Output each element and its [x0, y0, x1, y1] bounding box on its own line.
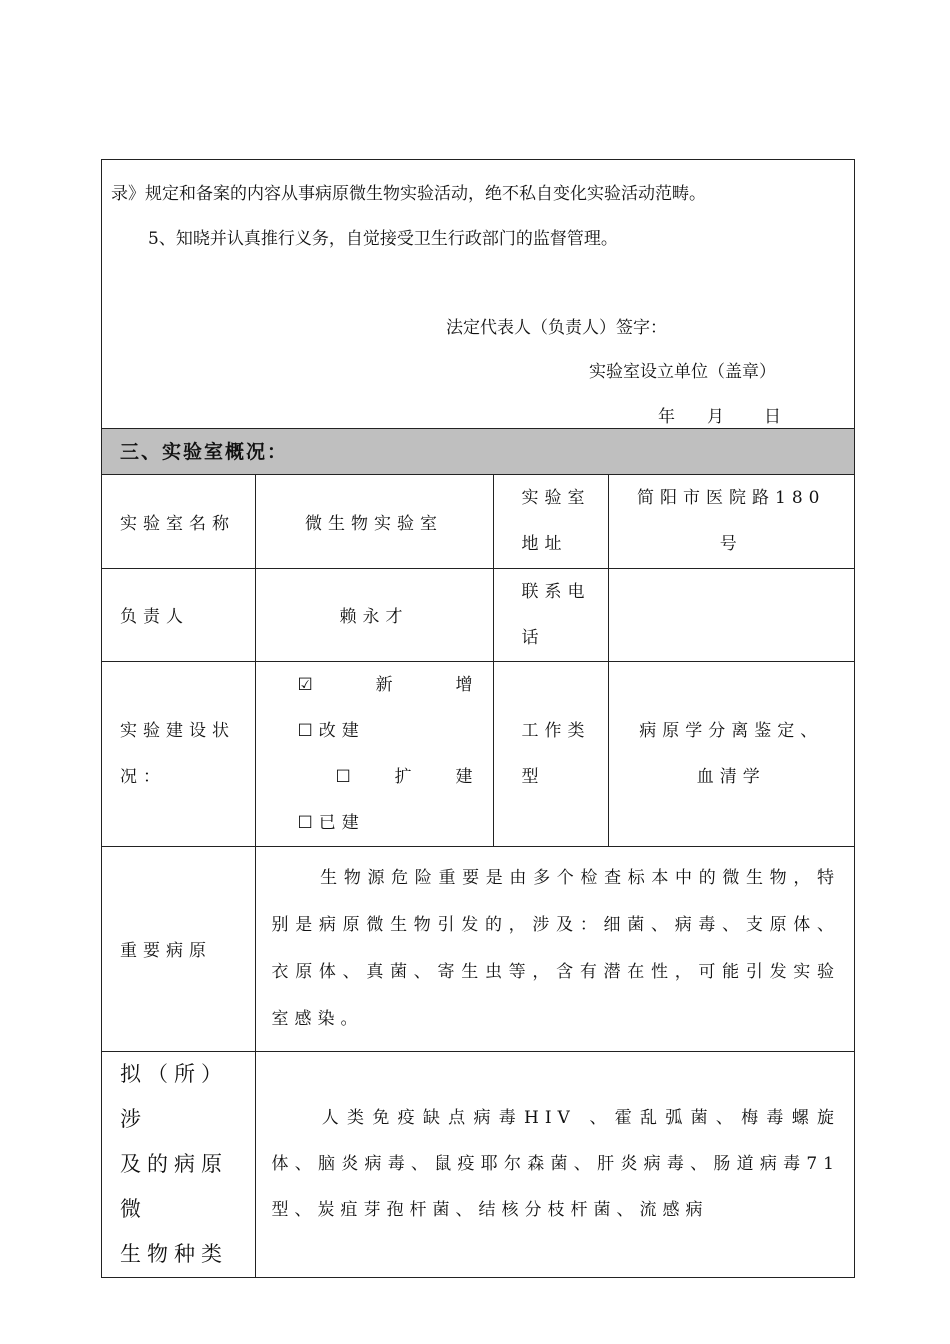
- species-label-line3: 生物种类: [120, 1241, 228, 1266]
- pathogen-description: 生物源危险重要是由多个检查标本中的微生物，特别是病原微生物引发的，涉及：细菌、病毒、支原体、衣原体、真菌、寄生虫等，含有潜在性，可能引发实验室感染。: [255, 846, 854, 1051]
- commitment-line-1: 录》规定和备案的内容从事病原微生物实验活动，绝不私自变化实验活动范畴。: [111, 184, 706, 204]
- unchecked-box-icon: ☐: [335, 766, 357, 787]
- lab-address-value-line1: 简阳市医院路180: [637, 488, 826, 509]
- phone-value: [608, 568, 854, 661]
- build-status-label-line2: 况：: [120, 766, 166, 787]
- species-label-line2: 及的病原微: [120, 1151, 228, 1221]
- lab-address-value: [608, 475, 854, 568]
- work-type-value: [608, 661, 854, 846]
- option-expand[interactable]: ☐ 扩 建: [256, 754, 493, 800]
- species-description: 人类免疫缺点病毒HIV 、霍乱弧菌、梅毒螺旋体、脑炎病毒、鼠疫耶尔森菌、肝炎病毒、肠道病毒71型、炭疽芽孢杆菌、结核分枝杆菌、流感病: [255, 1051, 854, 1277]
- seal-label: 实验室设立单位（盖章）: [589, 362, 776, 382]
- lab-name-value: 微生物实验室: [255, 475, 493, 568]
- work-type-value-line2: 血清学: [696, 766, 766, 787]
- leader-value: 赖永才: [255, 568, 493, 661]
- date-day: 日: [764, 407, 781, 427]
- commitment-line-2: 5、知晓并认真推行义务，自觉接受卫生行政部门的监督管理。: [148, 229, 618, 249]
- species-label-line1: 拟（所）涉: [120, 1061, 228, 1131]
- pathogen-label: 重要病原: [102, 846, 255, 1051]
- species-label: [102, 1051, 255, 1277]
- build-status-label: [102, 661, 255, 846]
- lab-address-value-line2: 号: [719, 534, 743, 555]
- phone-label-line2: 话: [521, 627, 545, 648]
- signature-label: 法定代表人（负责人）签字：: [446, 318, 667, 338]
- option-built[interactable]: ☐已建: [297, 812, 365, 833]
- lab-address-label-line1: 实验室: [521, 488, 591, 509]
- phone-label: [493, 568, 608, 661]
- work-type-value-line1: 病原学分离鉴定、: [639, 720, 824, 741]
- lab-address-label-line2: 地址: [521, 534, 568, 555]
- date-month: 月: [707, 407, 724, 427]
- work-type-label-line1: 工作类: [521, 720, 591, 741]
- lab-address-label: [493, 475, 608, 568]
- option-new[interactable]: ☑ 新 增: [256, 662, 493, 708]
- lab-name-label: 实验室名称: [102, 475, 255, 568]
- application-form-frame: [101, 159, 855, 1278]
- work-type-label-line2: 型: [521, 766, 545, 787]
- section-title: 三、实验室概况：: [102, 429, 854, 475]
- leader-label: 负责人: [102, 568, 255, 661]
- table-row: [102, 846, 854, 1051]
- date-year: 年: [658, 407, 675, 427]
- checked-box-icon: ☑: [297, 674, 319, 695]
- work-type-label: [493, 661, 608, 846]
- table-row: [102, 661, 854, 846]
- table-row: [102, 475, 854, 568]
- build-status-options: [255, 661, 493, 846]
- build-status-label-line1: 实验建设状: [120, 720, 235, 741]
- phone-label-line1: 联系电: [521, 581, 591, 602]
- date-line: [658, 402, 781, 427]
- lab-overview-table: [102, 475, 854, 1277]
- table-row: [102, 568, 854, 661]
- commitment-section: [102, 160, 854, 429]
- table-row: [102, 1051, 854, 1277]
- option-rebuild[interactable]: ☐改建: [297, 720, 365, 741]
